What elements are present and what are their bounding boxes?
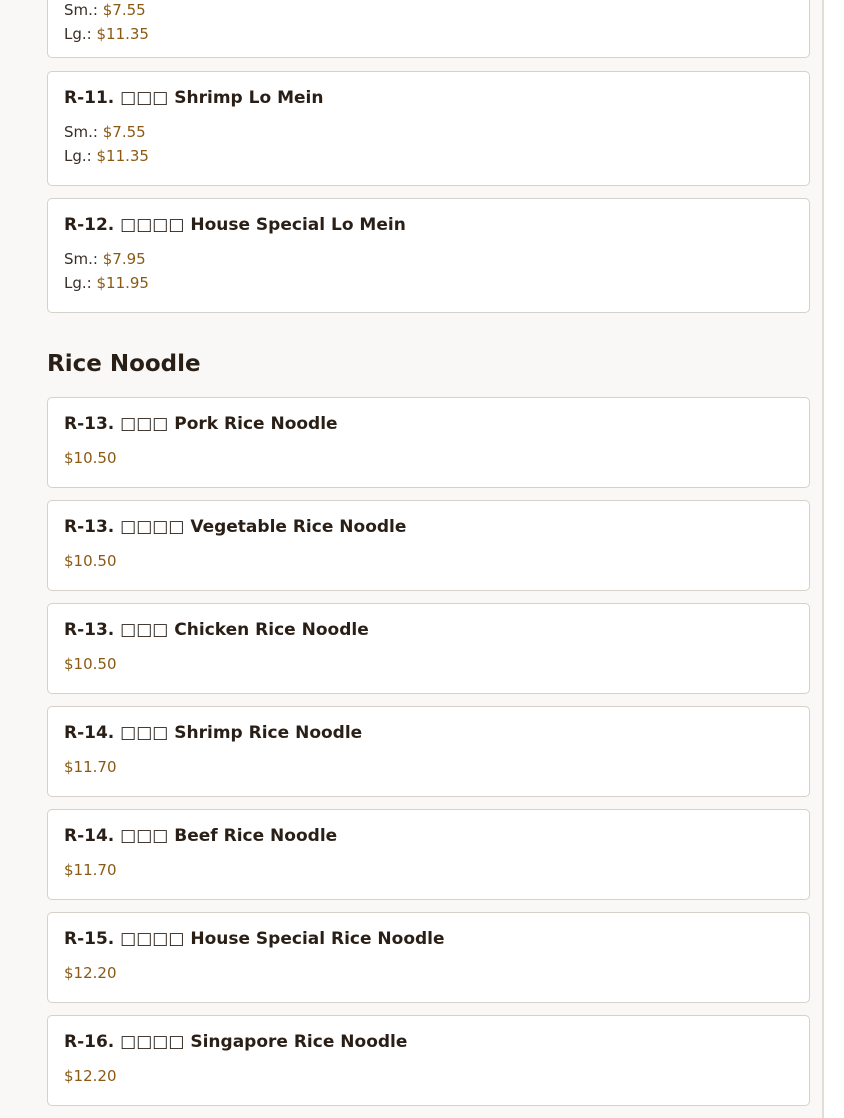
menu-item-card[interactable] [47,71,810,186]
price-large: $11.35 [96,147,149,165]
size-price-small [64,250,146,268]
price-large: $11.95 [96,274,149,292]
size-label-large: Lg.: [64,274,92,292]
menu-item-price: $12.20 [64,964,117,982]
menu-item-price: $12.20 [64,1067,117,1085]
size-price-small [64,123,146,141]
menu-item-card[interactable] [47,500,810,591]
menu-item-price: $11.70 [64,861,117,879]
menu-item-title: R-16. □□□□ Singapore Rice Noodle [64,1032,408,1052]
menu-item-title: R-13. □□□ Chicken Rice Noodle [64,620,369,640]
menu-item-card[interactable] [47,809,810,900]
menu-item-title: R-14. □□□ Beef Rice Noodle [64,826,338,846]
price-small: $7.55 [102,123,146,141]
size-label-large: Lg.: [64,25,92,43]
size-label-small: Sm.: [64,123,98,141]
menu-item-card[interactable] [47,603,810,694]
menu-item-title: R-13. □□□□ Vegetable Rice Noodle [64,517,407,537]
menu-item-price: $10.50 [64,655,117,673]
menu-item-card[interactable] [47,706,810,797]
menu-item-card-partial [47,0,810,58]
size-price-large [64,274,149,292]
menu-item-card[interactable] [47,912,810,1003]
price-small: $7.55 [102,1,146,19]
menu-item-title: R-14. □□□ Shrimp Rice Noodle [64,723,363,743]
price-large: $11.35 [96,25,149,43]
page-edge-strip [824,0,844,1118]
menu-item-price: $10.50 [64,449,117,467]
size-label-small: Sm.: [64,250,98,268]
menu-item-title: R-12. □□□□ House Special Lo Mein [64,215,406,235]
menu-item-title: R-11. □□□ Shrimp Lo Mein [64,88,324,108]
menu-item-card[interactable] [47,397,810,488]
menu-item-title: R-13. □□□ Pork Rice Noodle [64,414,338,434]
size-label-large: Lg.: [64,147,92,165]
size-price-large [64,147,149,165]
size-label-small: Sm.: [64,1,98,19]
menu-item-title: R-15. □□□□ House Special Rice Noodle [64,929,445,949]
size-price-small [64,1,146,19]
price-small: $7.95 [102,250,146,268]
menu-item-card[interactable] [47,1015,810,1106]
menu-item-price: $11.70 [64,758,117,776]
size-price-large [64,25,149,43]
section-title-rice-noodle: Rice Noodle [47,351,201,377]
menu-item-price: $10.50 [64,552,117,570]
menu-item-card[interactable] [47,198,810,313]
